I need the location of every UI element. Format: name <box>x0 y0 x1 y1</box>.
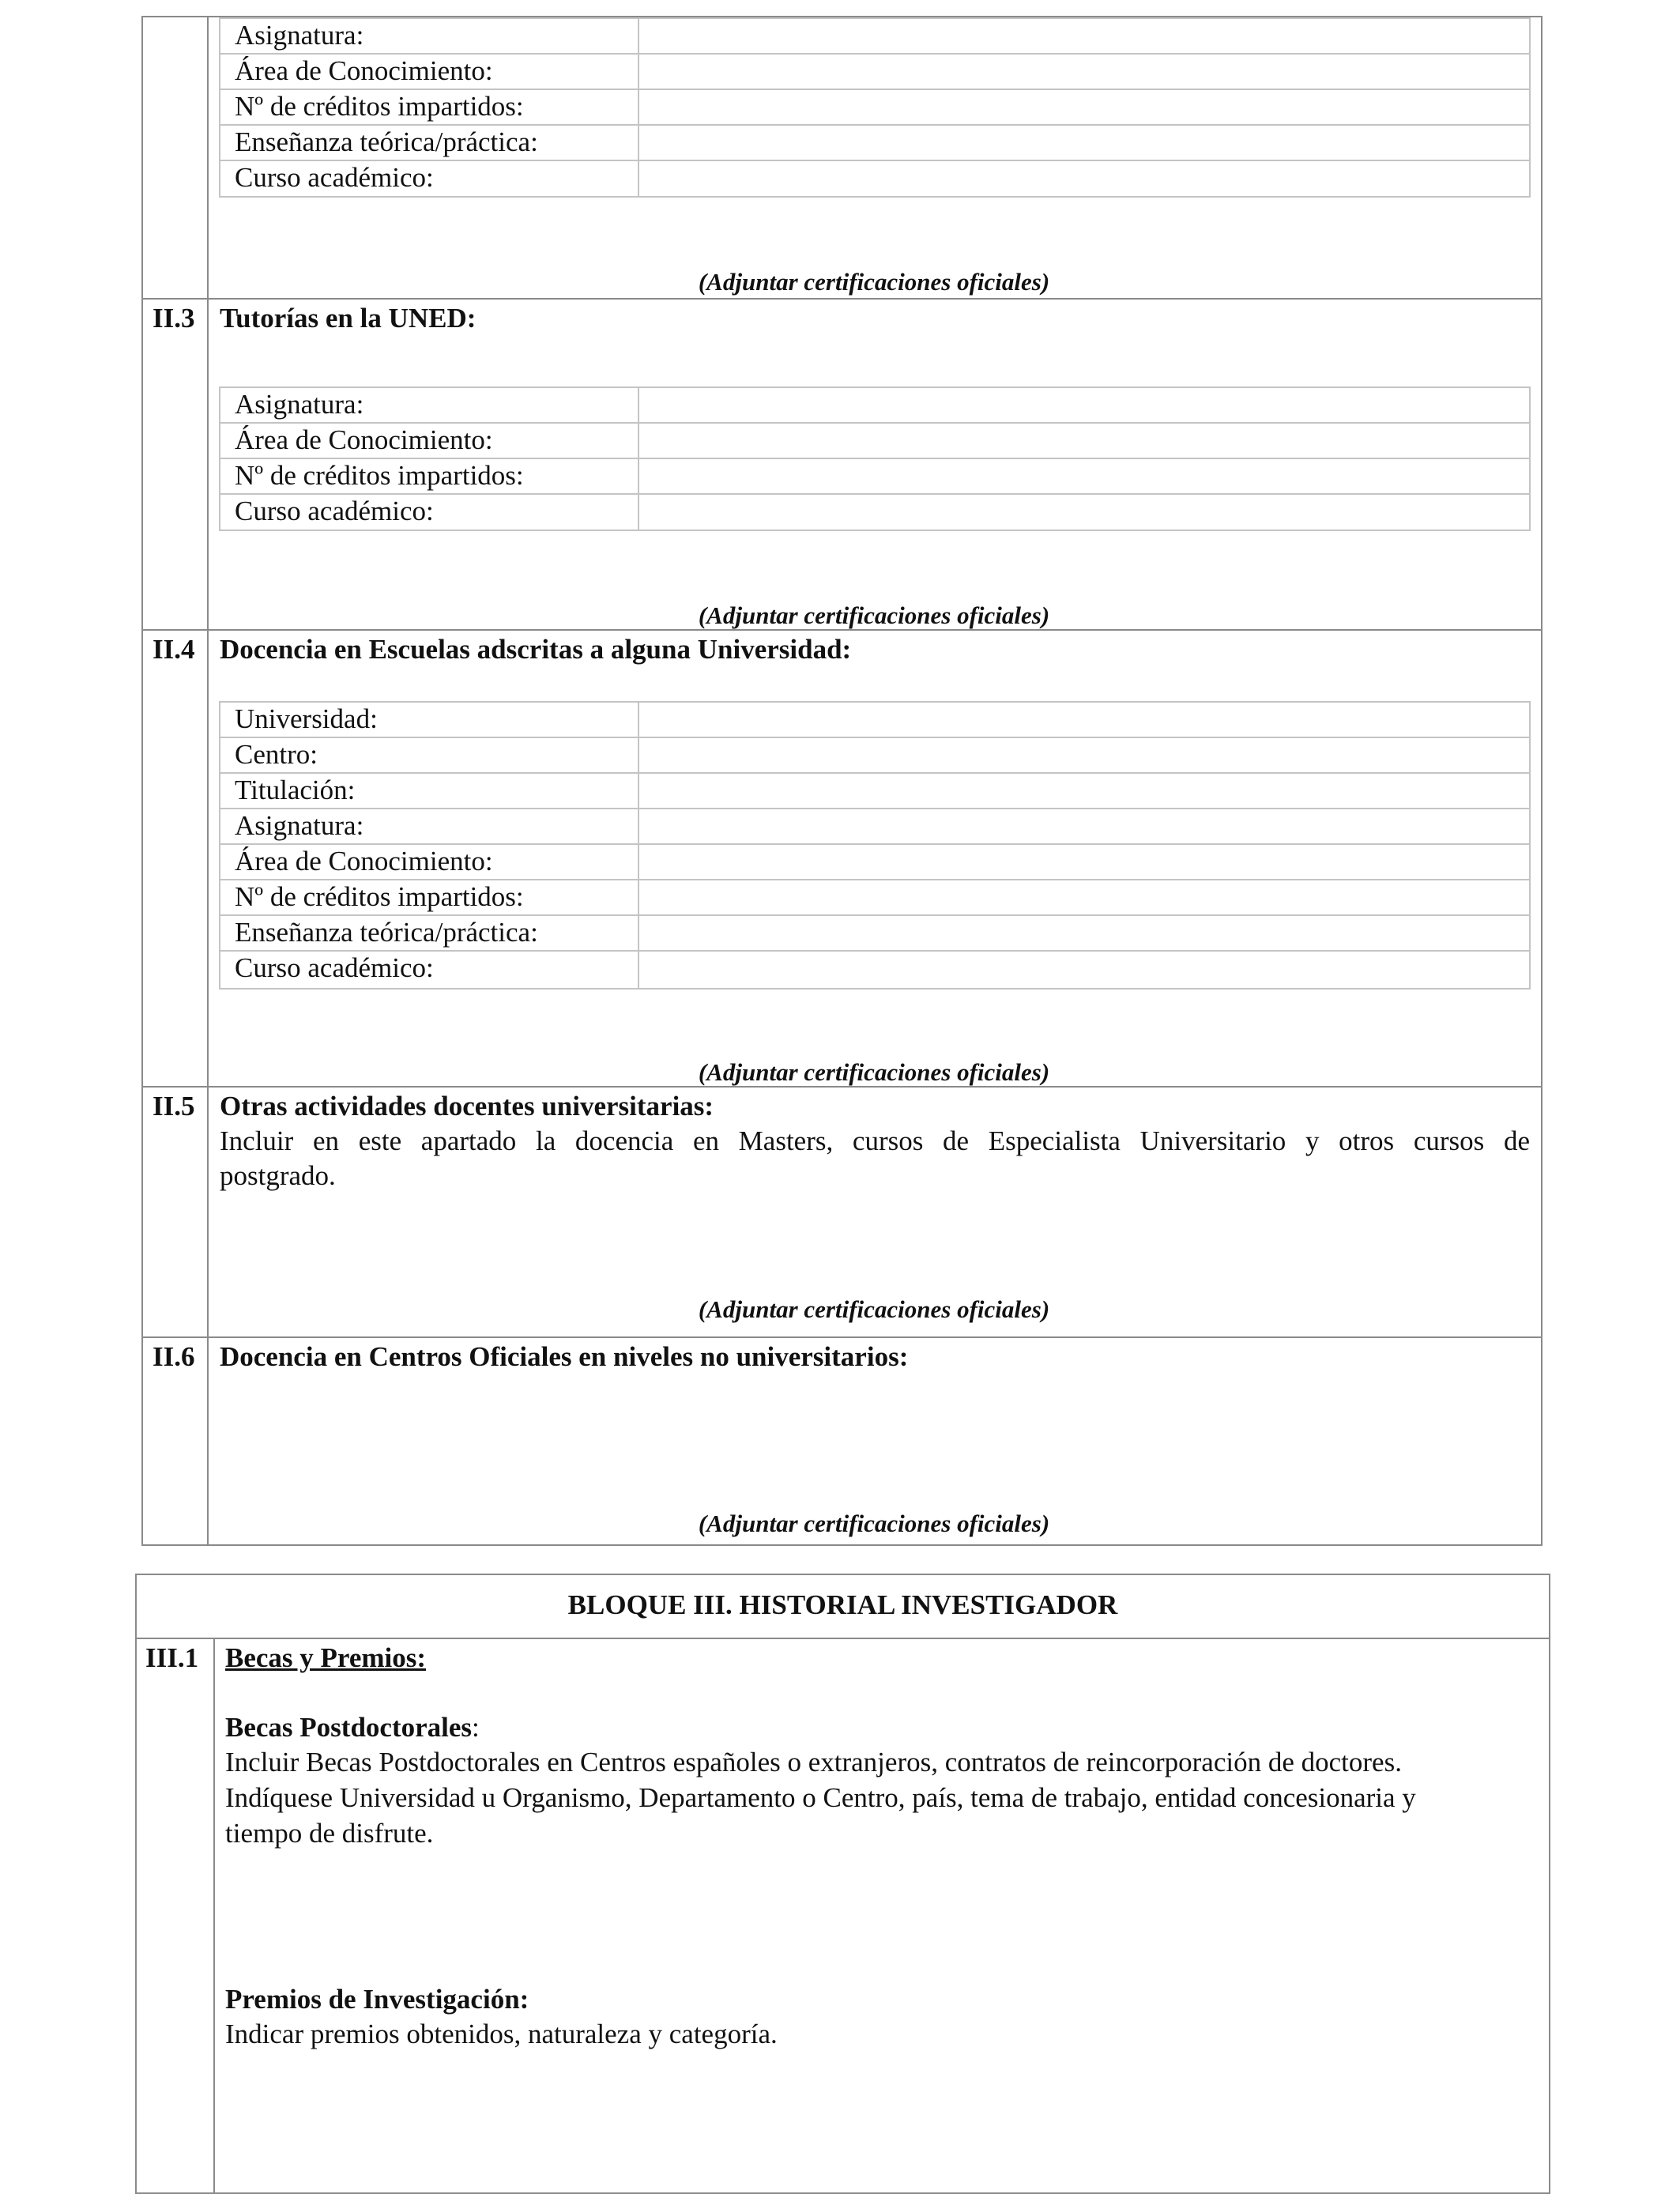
field-label: Curso académico: <box>235 496 434 526</box>
field-row[interactable] <box>220 126 1529 161</box>
field-row[interactable] <box>220 774 1529 809</box>
field-table-top <box>219 17 1531 198</box>
field-row[interactable] <box>220 90 1529 126</box>
field-label: Asignatura: <box>235 810 364 841</box>
field-label: Enseñanza teórica/práctica: <box>235 917 538 948</box>
section-number: III.1 <box>145 1642 199 1673</box>
field-row[interactable] <box>220 424 1529 459</box>
section-number: II.5 <box>153 1091 195 1122</box>
field-label: Nº de créditos impartidos: <box>235 881 524 912</box>
premios-heading: Premios de Investigación: <box>225 1984 529 2015</box>
field-label: Centro: <box>235 739 318 770</box>
field-row[interactable] <box>220 916 1529 952</box>
field-row[interactable] <box>220 845 1529 880</box>
field-label: Área de Conocimiento: <box>235 424 493 455</box>
field-label: Área de Conocimiento: <box>235 55 493 86</box>
section-number: II.3 <box>153 303 195 334</box>
field-label: Nº de créditos impartidos: <box>235 91 524 122</box>
section-title: Tutorías en la UNED: <box>220 303 477 334</box>
section-title: Becas y Premios: <box>225 1642 427 1673</box>
certificaciones-note: (Adjuntar certificaciones oficiales) <box>698 268 1050 296</box>
section-number: II.6 <box>153 1341 195 1372</box>
certificaciones-note: (Adjuntar certificaciones oficiales) <box>698 601 1050 629</box>
field-row[interactable] <box>220 880 1529 916</box>
field-row[interactable] <box>220 19 1529 55</box>
certificaciones-note: (Adjuntar certificaciones oficiales) <box>698 1295 1050 1323</box>
section-title: Docencia en Centros Oficiales en niveles no universitarios: <box>220 1341 909 1372</box>
bloque-heading: BLOQUE III. HISTORIAL INVESTIGADOR <box>567 1589 1118 1620</box>
field-label: Área de Conocimiento: <box>235 846 493 876</box>
field-row[interactable] <box>220 809 1529 845</box>
becas-heading <box>225 1710 480 1745</box>
field-row[interactable] <box>220 738 1529 774</box>
field-row[interactable] <box>220 388 1529 424</box>
premios-description: Indicar premios obtenidos, naturaleza y categoría. <box>225 2019 778 2049</box>
field-label: Asignatura: <box>235 389 364 420</box>
section-number: II.4 <box>153 634 195 665</box>
certificaciones-note: (Adjuntar certificaciones oficiales) <box>698 1058 1050 1086</box>
field-label: Universidad: <box>235 703 378 734</box>
field-label: Nº de créditos impartidos: <box>235 460 524 491</box>
field-row[interactable] <box>220 495 1529 530</box>
becas-title: Becas Postdoctorales <box>225 1712 473 1743</box>
becas-description: Incluir Becas Postdoctorales en Centros españoles o extranjeros, contratos de reincorporación de doctores. <box>225 1747 1402 1777</box>
certificaciones-note: (Adjuntar certificaciones oficiales) <box>698 1510 1050 1537</box>
field-label: Asignatura: <box>235 20 364 51</box>
becas-description: tiempo de disfrute. <box>225 1818 434 1849</box>
section-title: Otras actividades docentes universitarias: <box>220 1091 714 1122</box>
field-label: Titulación: <box>235 775 356 805</box>
field-row[interactable] <box>220 55 1529 90</box>
field-table-ii3 <box>219 386 1531 531</box>
field-label: Enseñanza teórica/práctica: <box>235 126 538 157</box>
field-label: Curso académico: <box>235 162 434 193</box>
section-title: Docencia en Escuelas adscritas a alguna Universidad: <box>220 634 852 665</box>
field-label: Curso académico: <box>235 952 434 983</box>
field-table-ii4 <box>219 701 1531 990</box>
field-row[interactable] <box>220 703 1529 738</box>
section-description: Incluir en este apartado la docencia en Masters, cursos de Especialista Universitario y otros cursos de <box>220 1125 1530 1156</box>
field-row[interactable] <box>220 459 1529 495</box>
becas-colon: : <box>472 1712 480 1743</box>
field-row[interactable] <box>220 161 1529 197</box>
becas-description: Indíquese Universidad u Organismo, Departamento o Centro, país, tema de trabajo, entidad concesionaria y <box>225 1782 1416 1813</box>
section-description: postgrado. <box>220 1160 336 1191</box>
field-row[interactable] <box>220 952 1529 987</box>
